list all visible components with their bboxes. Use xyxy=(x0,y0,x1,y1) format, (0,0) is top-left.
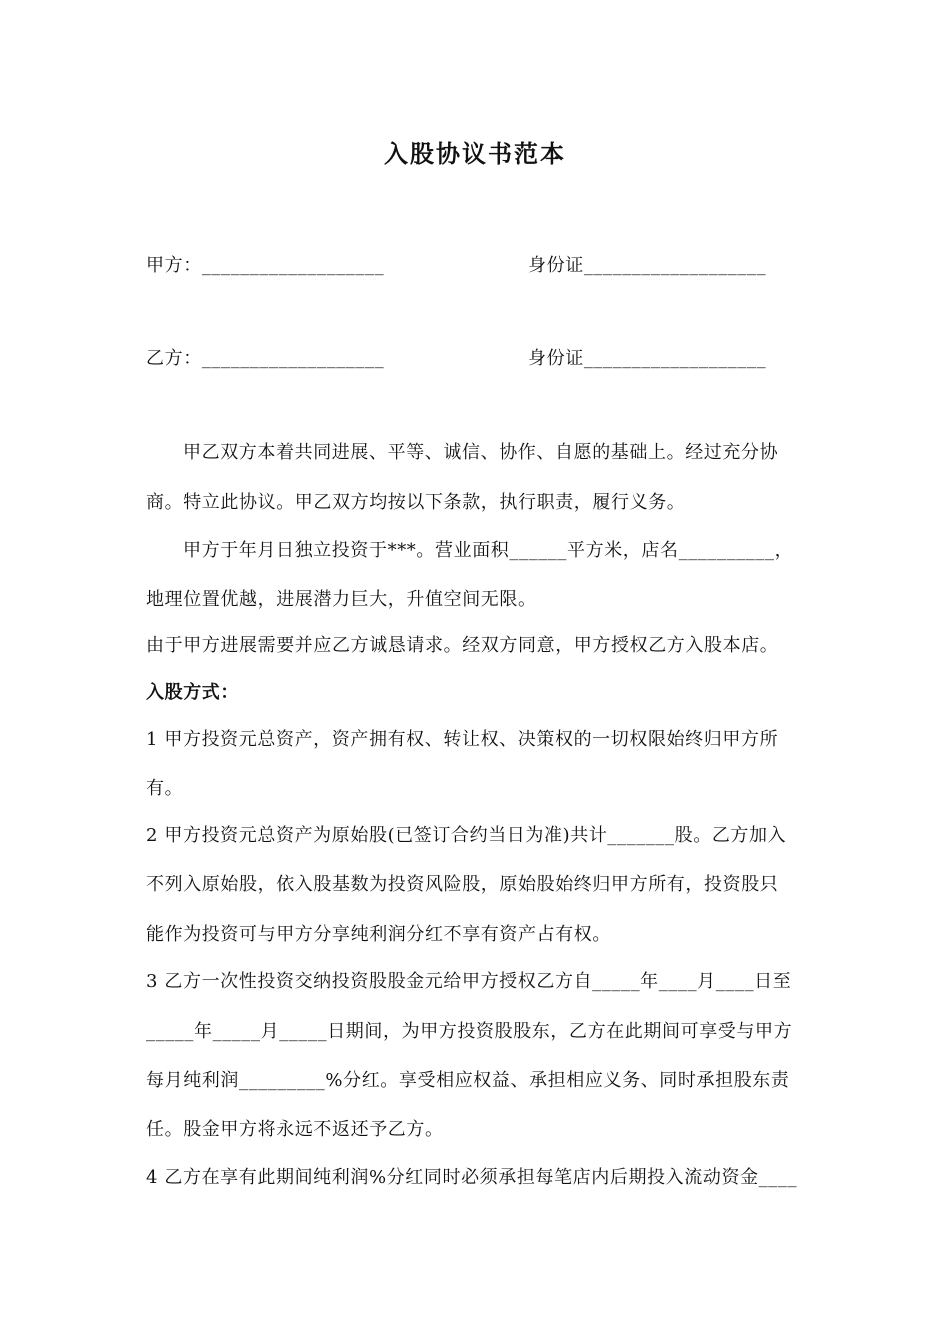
party-b-name-blank: ___________________ xyxy=(201,348,385,369)
party-b-id-label: 身份证 xyxy=(528,348,584,369)
clause-line: 4 乙方在享有此期间纯利润%分红同时必须承担每笔店内后期投入流动资金____ xyxy=(146,1167,798,1188)
clause-line: 3 乙方一次性投资交纳投资股股金元给甲方授权乙方自_____年____月____日至 xyxy=(146,971,792,992)
clause-line: 有。 xyxy=(146,778,184,799)
document-title: 入股协议书范本 xyxy=(384,139,566,168)
party-b-id-line xyxy=(528,346,766,372)
paragraph-line: 地理位置优越，进展潜力巨大，升值空间无限。 xyxy=(146,589,537,610)
clause-line: _____年_____月_____日期间，为甲方投资股股东，乙方在此期间可享受与甲方 xyxy=(146,1021,793,1042)
paragraph-line: 商。特立此协议。甲乙双方均按以下条款，执行职责，履行义务。 xyxy=(146,492,686,513)
clause-line: 每月纯利润_________%分红。享受相应权益、承担相应义务、同时承担股东责 xyxy=(146,1070,790,1091)
party-a-id-blank: ___________________ xyxy=(583,255,767,276)
clause-line: 1 甲方投资元总资产，资产拥有权、转让权、决策权的一切权限始终归甲方所 xyxy=(146,729,779,750)
clause-line: 不列入原始股，依入股基数为投资风险股，原始股始终归甲方所有，投资股只 xyxy=(146,874,779,895)
paragraph-line: 由于甲方进展需要并应乙方诚恳请求。经双方同意，甲方授权乙方入股本店。 xyxy=(146,635,779,656)
party-a-id-line xyxy=(528,253,766,279)
clause-line: 2 甲方投资元总资产为原始股(已签订合约当日为准)共计_______股。乙方加入 xyxy=(146,825,787,846)
paragraph-line: 甲方于年月日独立投资于***。营业面积______平方米，店名__________， xyxy=(183,540,794,561)
clause-line: 能作为投资可与甲方分享纯利润分红不享有资产占有权。 xyxy=(146,924,611,945)
clause-line: 任。股金甲方将永远不返还予乙方。 xyxy=(146,1119,444,1140)
party-b-label: 乙方： xyxy=(146,348,202,369)
party-a-id-label: 身份证 xyxy=(528,255,584,276)
section-heading: 入股方式： xyxy=(146,682,239,703)
party-a-label: 甲方： xyxy=(146,255,202,276)
party-b-line xyxy=(146,346,384,372)
party-a-line xyxy=(146,253,384,279)
party-a-name-blank: ___________________ xyxy=(201,255,385,276)
party-b-id-blank: ___________________ xyxy=(583,348,767,369)
paragraph-line: 甲乙双方本着共同进展、平等、诚信、协作、自愿的基础上。经过充分协 xyxy=(183,442,779,463)
